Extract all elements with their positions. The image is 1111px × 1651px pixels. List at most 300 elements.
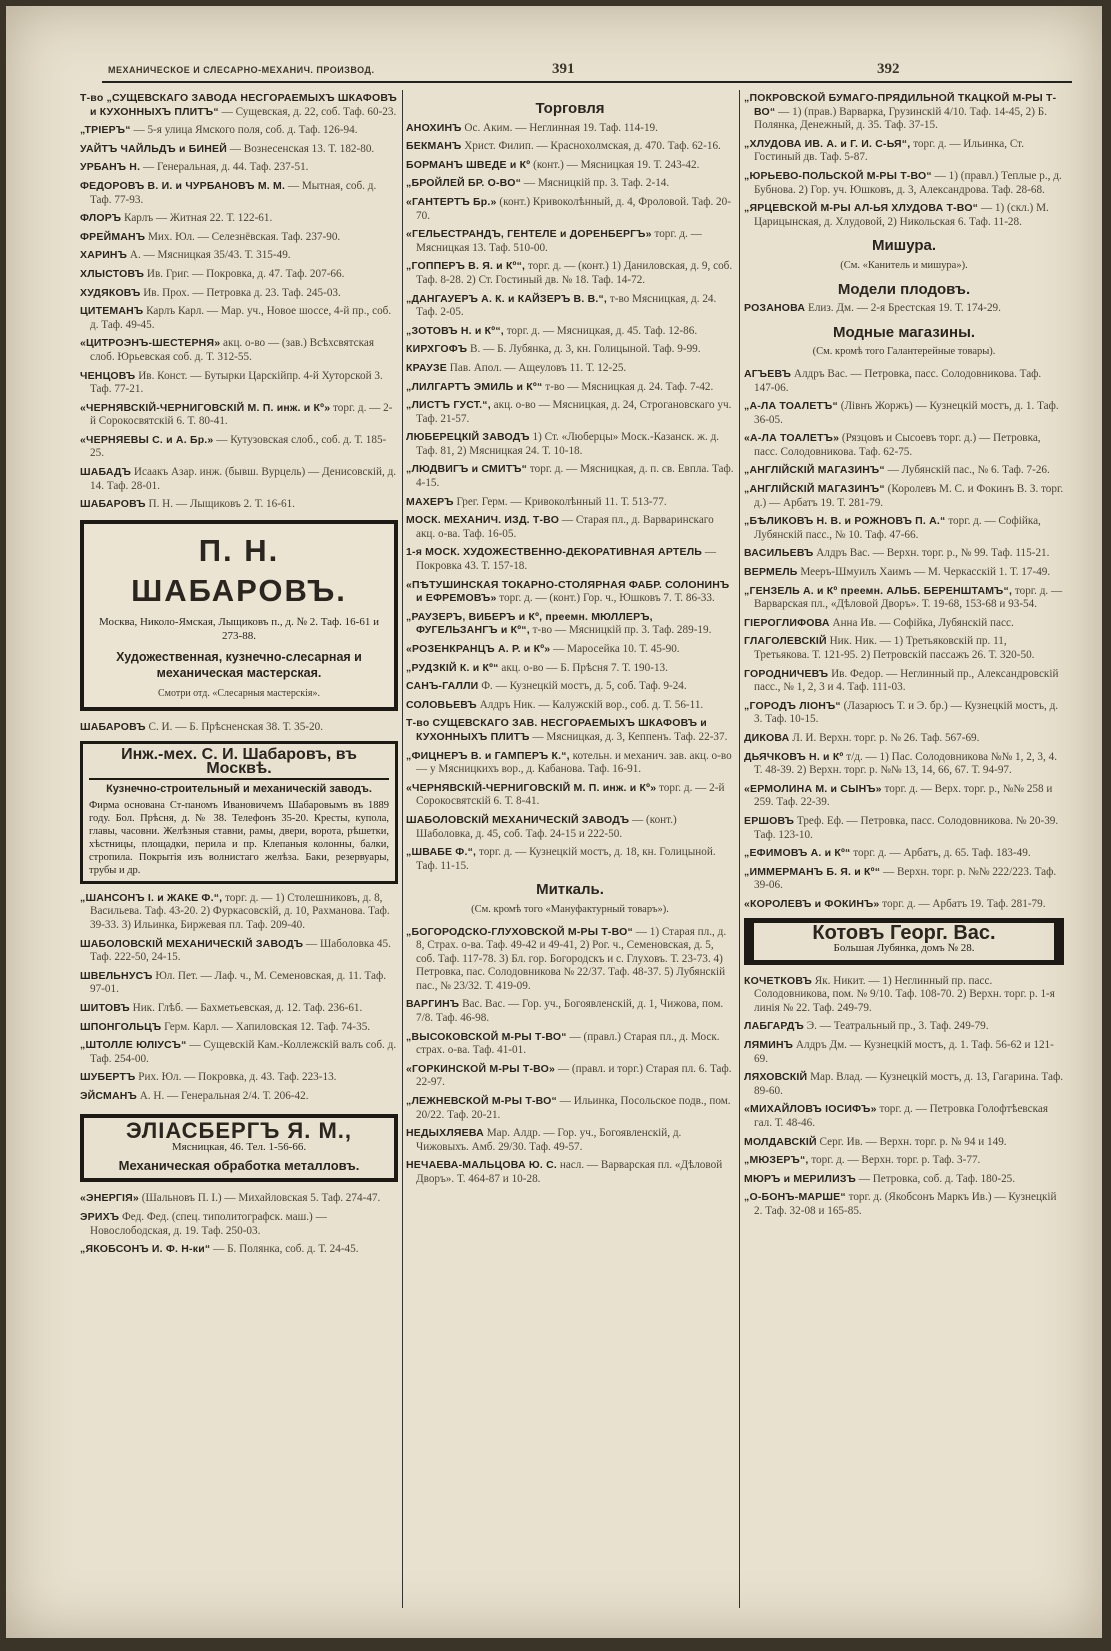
entry-details: — 5-я улица Ямского поля, соб. д. Таф. 126-94. <box>133 124 358 137</box>
entry-details: торг. д. — Мясницкая 13. Таф. 510-00. <box>416 228 702 254</box>
entry-name: „ДАНГАУЕРЪ А. К. и КАЙЗЕРЪ В. В.“, <box>406 292 608 305</box>
directory-entry <box>80 249 398 263</box>
section-note: (См. кромѣ того Галантерейные товары). <box>812 346 996 358</box>
entry-name: КРАУЗЕ <box>406 361 447 374</box>
directory-entry <box>406 1063 734 1090</box>
directory-entry <box>80 212 398 226</box>
directory-entry <box>80 268 398 282</box>
entry-list <box>406 122 734 874</box>
directory-entry <box>744 1154 1064 1168</box>
entry-details: — Сущевскій Кам.-Коллежскій валъ соб. д. Таф. 254-00. <box>90 1039 397 1065</box>
directory-entry <box>406 1095 734 1122</box>
entry-name: ЕРШОВЪ <box>744 814 795 827</box>
entry-name: АГЪЕВЪ <box>744 367 792 380</box>
directory-entry <box>744 483 1064 510</box>
entry-name: ВАСИЛЬЕВЪ <box>744 547 814 560</box>
entry-name: ДИКОВА <box>744 731 790 744</box>
entry-details: торг. д. — Верхн. торг. р. Таф. 3-77. <box>811 1154 981 1167</box>
entry-details: Вас. Вас. — Гор. уч., Богоявленскій, д. 1, Чижова, пом. 7/8. Таф. 46-98. <box>416 998 724 1025</box>
entry-details: Л. И. Верхн. торг. р. № 26. Таф. 567-69. <box>792 731 980 744</box>
entry-list <box>744 368 1064 912</box>
entry-details: Карлъ — Житная 22. Т. 122-61. <box>124 212 273 225</box>
entry-details: — Шаболовка 45. Таф. 222-50, 24-15. <box>90 937 391 964</box>
entry-details: Герм. Карл. — Хапиловская 12. Таф. 74-35. <box>164 1020 371 1033</box>
entry-details: Алдръ Ник. — Калужскій вор., соб. д. Т. 56-11. <box>479 698 704 711</box>
entry-name: ШВЕЛЬНУСЪ <box>80 969 153 982</box>
entry-list <box>80 892 398 1104</box>
directory-entry <box>744 866 1064 893</box>
entry-details: Карлъ Карл. — Мар. уч., Новое шоссе, 4-й пр., соб. д. Таф. 49-45. <box>90 305 392 331</box>
entry-details: — Мясницкій пр. 3. Таф. 2-14. <box>523 177 670 190</box>
entry-details: Ник. Ник. — 1) Третьяковскій пр. 11, Третьякова. Т. 121-95. 2) Петровскій пассажъ 26. Т. 320-50. <box>754 635 1035 661</box>
entry-name: САНЪ-ГАЛЛИ <box>406 680 479 693</box>
directory-entry <box>406 643 734 657</box>
directory-page <box>6 6 1102 1638</box>
entry-details: торг. д. — Верх. торг. р., №№ 258 и 259. Таф. 22-39. <box>754 782 1053 809</box>
entry-name: «ЧЕРНЯВСКІЙ-ЧЕРНИГОВСКІЙ М. П. инж. и Кº» <box>80 401 331 414</box>
ad-title: Инж.-мех. С. И. Шабаровъ, въ Москвѣ. <box>89 748 389 780</box>
entry-name: „ФИЦНЕРЪ В. и ГАМПЕРЪ К.“, <box>406 749 570 762</box>
directory-entry <box>406 1159 734 1186</box>
entry-name: ШУБЕРТЪ <box>80 1071 136 1084</box>
entry-details: — Мытная, соб. д. Таф. 77-93. <box>90 179 377 206</box>
directory-entry <box>406 496 734 510</box>
entry-details: С. И. — Б. Прѣсненская 38. Т. 35-20. <box>148 721 323 734</box>
entry-name: „БѢЛИКОВЪ Н. В. и РОЖНОВЪ П. А.“ <box>744 515 946 528</box>
entry-details: Э. — Театральный пр., 3. Таф. 249-79. <box>806 1020 989 1033</box>
entry-details: т/д. — 1) Пас. Солодовникова №№ 1, 2, 3, 4. Т. 48-39. 2) Верхн. торг. р. №№ 13, 14, 66, 67. Т. 94-97. <box>754 750 1058 777</box>
entry-details: Юл. Пет. — Лаф. ч., М. Семеновская, д. 11. Таф. 97-01. <box>90 969 387 996</box>
entry-name: „ГЕНЗЕЛЬ А. и Кº преемн. АЛЬБ. БЕРЕНШТАМЪ“, <box>744 584 1013 597</box>
directory-entry <box>406 514 734 541</box>
entry-name: НЕДЫХЛЯЕВА <box>406 1127 484 1140</box>
entry-details: Алдръ Вас. — Петровка, пасс. Солодовникова. Таф. 147-06. <box>754 367 1042 394</box>
column-divider <box>739 90 740 1608</box>
entry-details: — Старая пл., д. Варваринскаго акц. о-ва. Таф. 16-05. <box>416 514 714 540</box>
entry-details: П. Н. — Лыщиковъ 2. Т. 16-61. <box>148 498 295 511</box>
entry-details: торг. д. — 2-й Сорокосвятскій 6. Т. 80-41. <box>90 401 393 428</box>
entry-name: ГІЕРОГЛИФОВА <box>744 616 830 629</box>
directory-entry <box>80 466 398 493</box>
entry-details: — Лубянскій пас., № 6. Таф. 7-26. <box>887 464 1050 477</box>
directory-entry <box>406 140 734 154</box>
directory-entry <box>744 975 1064 1016</box>
entry-details: (Лазарюсъ Т. и Э. бр.) — Кузнецкій мостъ, д. 3. Таф. 10-15. <box>754 699 1059 726</box>
entry-name: АНОХИНЪ <box>406 121 462 134</box>
directory-entry <box>744 566 1064 580</box>
directory-entry <box>80 434 398 461</box>
entry-details: Христ. Филип. — Краснохолмская, д. 470. Таф. 62-16. <box>464 140 721 153</box>
entry-details: Ив. Григ. — Покровка, д. 47. Таф. 207-66. <box>146 267 345 280</box>
entry-name: ШАБАРОВЪ <box>80 721 146 734</box>
directory-entry <box>744 732 1064 746</box>
directory-entry <box>406 1031 734 1058</box>
page-number-right: 392 <box>877 61 900 77</box>
ad-address: Мясницкая, 46. Тел. 1-56-66. <box>171 1141 307 1154</box>
directory-entry <box>406 680 734 694</box>
entry-details: Як. Никит. — 1) Неглинный пр. пасс. Солодовникова, пом. № 9/10. Таф. 108-70. 2) Верхн. торг. р. 1-я линія № 22. Таф. 249-79. <box>754 974 1055 1014</box>
directory-entry <box>744 585 1064 612</box>
directory-entry <box>406 381 734 395</box>
entry-details: А. Н. — Генеральная 2/4. Т. 206-42. <box>139 1089 309 1102</box>
directory-entry <box>80 161 398 175</box>
ad-address: Москва, Николо-Ямская, Лыщиковъ п., д. № 2. Таф. 16-61 и 273-88. <box>99 615 379 642</box>
entry-details: (Шальновъ П. І.) — Михайловская 5. Таф. 274-47. <box>141 1192 381 1205</box>
directory-entry <box>406 699 734 713</box>
entry-name: „АНГЛІЙСКІЙ МАГАЗИНЪ“ <box>744 483 885 496</box>
entry-name: КОЧЕТКОВЪ <box>744 974 812 987</box>
entry-name: «ГЕЛЬЕСТРАНДЪ, ГЕНТЕЛЕ и ДОРЕНБЕРГЪ» <box>406 228 652 241</box>
directory-entry <box>744 617 1064 631</box>
section-note: (См. «Канитель и мишура»). <box>840 259 968 271</box>
entry-name: ФЛОРЪ <box>80 212 122 225</box>
directory-entry <box>406 293 734 320</box>
entry-name: КИРХГОФЪ <box>406 343 468 356</box>
entry-name: МЮРЪ и МЕРИЛИЗЪ <box>744 1172 856 1185</box>
directory-entry <box>406 177 734 191</box>
entry-details: (конт.) — Мясницкая 19. Т. 243-42. <box>533 158 700 171</box>
entry-list <box>80 1192 398 1256</box>
entry-list <box>744 92 1064 229</box>
entry-name: ЧЕНЦОВЪ <box>80 369 136 382</box>
entry-details: Пав. Апол. — Ащеуловъ 11. Т. 12-25. <box>449 361 627 374</box>
advertisement-eliasberg <box>80 1114 398 1183</box>
entry-name: «ГОРКИНСКОЙ М-РЫ Т-ВО» <box>406 1062 556 1075</box>
column-divider <box>402 90 403 1608</box>
directory-entry <box>80 1090 398 1104</box>
directory-entry <box>80 892 398 933</box>
entry-name: „ШАНСОНЪ І. и ЖАКЕ Ф.“, <box>80 891 223 904</box>
entry-name: «КОРОЛЕВЪ и ФОКИНЪ» <box>744 897 880 910</box>
entry-name: ШПОНГОЛЬЦЪ <box>80 1020 162 1033</box>
entry-name: РОЗАНОВА <box>744 302 806 315</box>
directory-entry <box>744 432 1064 459</box>
directory-entry <box>744 751 1064 778</box>
directory-entry <box>744 515 1064 542</box>
entry-details: 1) Ст. «Люберцы» Моск.-Казанск. ж. д. Таф. 81, 2) Мясницкая 24. Т. 10-18. <box>416 431 720 457</box>
directory-entry <box>744 138 1064 165</box>
directory-entry <box>406 463 734 490</box>
entry-details: — Генеральная, д. 44. Таф. 237-51. <box>143 161 309 174</box>
entry-details: торг. д. — Ильинка, Ст. Гостиный дв. Таф. 5-87. <box>754 137 1025 164</box>
directory-entry <box>744 1173 1064 1187</box>
directory-entry <box>406 159 734 173</box>
directory-entry <box>80 370 398 397</box>
directory-entry <box>744 170 1064 197</box>
entry-details: Мар. Алдр. — Гор. уч., Богоявленскій, д. Чижовыхъ. Амб. 29/30. Таф. 49-57. <box>416 1127 682 1153</box>
entry-details: торг. д. — Мясницкая, д. п. св. Евпла. Таф. 4-15. <box>416 463 734 490</box>
directory-entry <box>80 1243 398 1257</box>
entry-details: Рих. Юл. — Покровка, д. 43. Таф. 223-13. <box>138 1071 337 1084</box>
directory-entry <box>406 260 734 287</box>
page-number-left: 391 <box>552 61 575 77</box>
entry-details: т-во Мясницкая, д. 24. Таф. 2-05. <box>416 292 717 319</box>
directory-entry <box>80 970 398 997</box>
directory-entry <box>80 180 398 207</box>
entry-name: УРБАНЪ Н. <box>80 161 141 174</box>
directory-entry <box>80 1002 398 1016</box>
entry-name: „БРОЙЛЕЙ БР. О-ВО“ <box>406 177 522 190</box>
directory-entry <box>80 1071 398 1085</box>
entry-name: „ХЛУДОВА ИВ. А. и Г. И. С-ЬЯ“, <box>744 137 911 150</box>
entry-details: — Ильинка, Посольское подв., пом. 20/22. Таф. 20-21. <box>416 1095 731 1121</box>
entry-details: торг. д. — Арбатъ 19. Таф. 281-79. <box>882 897 1046 910</box>
entry-name: ЛАБГАРДЪ <box>744 1020 804 1033</box>
entry-name: „ГОРОДЪ ЛІОНЪ“ <box>744 699 841 712</box>
entry-details: — 1) (скл.) М. Царицынская, д. Хлудовой, 2) Никольская 6. Таф. 11-28. <box>754 202 1049 228</box>
entry-details: Ив. Конст. — Бутырки Царскійпр. 4-й Хуторской 3. Таф. 77-21. <box>90 369 383 396</box>
entry-details: Анна Ив. — Софійка, Лубянскій пасс. <box>832 616 1014 629</box>
entry-details: Фед. Фед. (спец. типолитографск. маш.) — Новослободская, д. 19. Таф. 250-03. <box>90 1210 327 1237</box>
directory-entry <box>80 1039 398 1066</box>
entry-name: ЦИТЕМАНЪ <box>80 305 144 318</box>
entry-name: ШАБАРОВЪ <box>80 498 146 511</box>
entry-details: торг. д. — Варварская пл., «Дѣловой Дворъ». Т. 19-68, 153-68 и 93-54. <box>754 584 1063 611</box>
entry-name: НЕЧАЕВА-МАЛЬЦОВА Ю. С. <box>406 1159 558 1172</box>
ad-description: Художественная, кузнечно-слесарная и механическая мастерская. <box>116 649 362 680</box>
entry-name: „ЮРЬЕВО-ПОЛЬСКОЙ М-РЫ Т-ВО“ <box>744 169 932 182</box>
entry-name: ГЛАГОЛЕВСКІЙ <box>744 635 827 648</box>
ad-title: Котовъ Георг. Вас. <box>812 921 996 944</box>
entry-details: торг. д. — Мясницкая, д. 45. Таф. 12-86. <box>506 324 698 337</box>
entry-name: „ЯКОБСОНЪ И. Ф. Н-ки“ <box>80 1243 211 1256</box>
entry-details: Ник. Глѣб. — Бахметьевская, д. 12. Таф. 236-61. <box>132 1001 363 1014</box>
directory-entry <box>80 337 398 364</box>
entry-name: „РУДЗКІЙ К. и Кº“ <box>406 661 499 674</box>
entry-details: — 1) (правл.) Теплые р., д. Бубнова. 2) Гор. уч. Юшковъ, д. 3, Александрова. Таф. 28-68. <box>754 169 1062 196</box>
section-heading-tinsel: Мишура. <box>871 237 937 255</box>
entry-details: (Рязцовъ и Сысоевъ торг. д.) — Петровка, пасс. Солодовникова. Таф. 62-75. <box>754 432 1041 458</box>
entry-name: „ЗОТОВЪ Н. и Кº“, <box>406 324 504 337</box>
entry-name: ЭЙСМАНЪ <box>80 1089 137 1102</box>
directory-entry <box>80 1021 398 1035</box>
entry-name: ВЕРМЕЛЬ <box>744 566 798 579</box>
entry-details: торг. д. — Петровка Голофтѣевская гал. Т. 48-46. <box>754 1103 1048 1130</box>
directory-entry <box>744 700 1064 727</box>
entry-details: В. — Б. Лубянка, д. 3, кн. Голицыной. Таф. 9-99. <box>470 343 701 356</box>
section-note: (См. кромѣ того «Мануфактурный товаръ»). <box>471 903 669 915</box>
directory-entry <box>744 368 1064 395</box>
directory-entry <box>744 847 1064 861</box>
directory-entry <box>80 1211 398 1238</box>
directory-entry <box>406 611 734 638</box>
entry-details: т-во — Мясницкая д. 24. Таф. 7-42. <box>545 380 714 393</box>
entry-name: „АНГЛІЙСКІЙ МАГАЗИНЪ“ <box>744 464 885 477</box>
directory-entry <box>744 1103 1064 1130</box>
entry-name: „ЛЮДВИГЪ и СМИТЪ“ <box>406 463 528 476</box>
entry-details: акц. о-во — Б. Прѣсня 7. Т. 190-13. <box>501 661 668 674</box>
directory-entry <box>406 343 734 357</box>
entry-details: (Лівнъ Жоржъ) — Кузнецкій мостъ, д. 1. Таф. 36-05. <box>754 400 1059 426</box>
entry-details: — Покровка 43. Т. 157-18. <box>416 546 717 573</box>
header-section-title: МЕХАНИЧЕСКОЕ И СЛЕСАРНО-МЕХАНИЧ. ПРОИЗВОД. <box>108 65 375 75</box>
entry-name: ЛЯХОВСКІЙ <box>744 1071 808 1084</box>
entry-name: „ИММЕРМАНЪ Б. Я. и Кº“ <box>744 865 881 878</box>
entry-details: торг. д. — (конт.) 1) Даниловская, д. 9, соб. Таф. 8-28. 2) Ст. Гостиный дв. № 18. Таф. 14-72. <box>416 260 733 286</box>
entry-name: „ШТОЛЛЕ ЮЛІУСЪ“ <box>80 1039 187 1052</box>
directory-entry <box>406 717 734 744</box>
entry-details: Мих. Юл. — Селезнёвская. Таф. 237-90. <box>147 230 341 243</box>
directory-entry <box>744 815 1064 842</box>
entry-name: ЛЯМИНЪ <box>744 1039 794 1052</box>
directory-entry <box>406 750 734 777</box>
entry-details: Алдръ Вас. — Верхн. торг. р., № 99. Таф. 115-21. <box>816 547 1050 560</box>
entry-name: ДЬЯЧКОВЪ Н. и Кº <box>744 750 844 763</box>
entry-name: «МИХАЙЛОВЪ ІОСИФЪ» <box>744 1103 877 1116</box>
entry-name: „ЯРЦЕВСКОЙ М-РЫ АЛ-ЬЯ ХЛУДОВА Т-ВО“ <box>744 202 979 215</box>
directory-entry <box>406 431 734 458</box>
entry-details: — Маросейка 10. Т. 45-90. <box>553 643 680 655</box>
directory-entry <box>80 721 398 735</box>
entry-details: — (правл. и торг.) Старая пл. 6. Таф. 22-97. <box>416 1062 732 1089</box>
directory-entry <box>406 579 734 606</box>
entry-name: ХУДЯКОВЪ <box>80 286 141 299</box>
directory-entry <box>744 464 1064 478</box>
entry-name: МОЛДАВСКІЙ <box>744 1135 817 1148</box>
entry-name: ВАРГИНЪ <box>406 998 460 1011</box>
entry-name: „А-ЛА ТОАЛЕТЪ“ <box>744 400 838 413</box>
entry-details: — Верхн. торг. р. №№ 222/223. Таф. 39-06. <box>754 865 1057 892</box>
entry-name: «ЕРМОЛИНА М. и СЫНЪ» <box>744 782 882 795</box>
entry-name: БЕКМАНЪ <box>406 140 462 153</box>
entry-details: Ив. Прох. — Петровка д. 23. Таф. 245-03. <box>143 286 341 299</box>
entry-details: Мар. Влад. — Кузнецкій мостъ, д. 13, Гагарина. Таф. 89-60. <box>754 1071 1063 1097</box>
section-heading-trade: Торговля <box>535 100 605 117</box>
directory-entry <box>80 1192 398 1206</box>
directory-entry <box>80 498 398 512</box>
entry-name: „ШВАБЕ Ф.“, <box>406 846 477 859</box>
entry-details: Ос. Аким. — Неглинная 19. Таф. 114-19. <box>464 121 658 134</box>
entry-details: (конт.) Кривоколѣнный, д. 4, Фроловой. Таф. 20-70. <box>416 195 731 222</box>
entry-list <box>80 92 398 512</box>
entry-name: МАХЕРЪ <box>406 495 454 508</box>
section-heading-fruit-models: Модели плодовъ. <box>837 280 971 298</box>
directory-entry <box>744 547 1064 561</box>
entry-details: акц. о-во — Мясницкая, д. 24, Строгановскаго уч. Таф. 21-57. <box>416 399 732 425</box>
entry-details: т-во — Мясницкій пр. 3. Таф. 289-19. <box>532 624 712 637</box>
entry-details: — Вознесенская 13. Т. 182-80. <box>229 142 375 155</box>
directory-entry <box>406 325 734 339</box>
entry-name: «ЧЕРНЯЕВЫ С. и А. Бр.» <box>80 433 214 446</box>
entry-details: торг. д. — Арбатъ, д. 65. Таф. 183-49. <box>853 847 1031 860</box>
directory-entry <box>406 399 734 426</box>
entry-name: „О-БОНЪ-МАРШЕ“ <box>744 1191 846 1204</box>
entry-name: „ЛИЛГАРТЪ ЭМИЛЬ и Кº“ <box>406 380 543 393</box>
entry-details: котельн. и механич. зав. акц. о-во — у Мясницкихъ вор., д. Кабанова. Таф. 16-91. <box>416 749 732 776</box>
entry-details: — (правл.) Старая пл., д. Моск. страх. о-ва. Таф. 41-01. <box>416 1030 720 1057</box>
entry-details: торг. д. — (конт.) Гор. ч., Юшковъ 7. Т. 86-33. <box>499 592 715 605</box>
directory-entry <box>80 287 398 301</box>
entry-details: торг. д. — 2-й Сорокосвятскій 6. Т. 8-41. <box>416 781 725 808</box>
directory-entry <box>744 1020 1064 1034</box>
directory-entry <box>80 143 398 157</box>
entry-details: — Кутузовская слоб., соб. д. Т. 185-25. <box>90 433 387 460</box>
entry-name: «ПѢТУШИНСКАЯ ТОКАРНО-СТОЛЯРНАЯ ФАБР. СОЛОНИНЪ и ЕФРЕМОВЪ» <box>406 578 730 605</box>
entry-name: „ПОКРОВСКОЙ БУМАГО-ПРЯДИЛЬНОЙ ТКАЦКОЙ М-РЫ Т-ВО“ <box>744 92 1057 118</box>
directory-entry <box>80 92 398 119</box>
entry-name: «ЧЕРНЯВСКІЙ-ЧЕРНИГОВСКІЙ М. П. инж. и Кº» <box>406 781 657 794</box>
ad-title: П. Н. ШАБАРОВЪ. <box>131 532 347 608</box>
ad-title: ЭЛІАСБЕРГЪ Я. М., <box>125 1117 353 1143</box>
entry-details: торг. д. — Кузнецкій мостъ, д. 18, кн. Голицыной. Таф. 11-15. <box>416 846 716 872</box>
entry-details: торг. д. (Якобсонъ Маркъ Ив.) — Кузнецкій 2. Таф. 32-08 и 165-85. <box>754 1191 1057 1217</box>
entry-name: УАЙТЪ ЧАЙЛЬДЪ и БИНЕЙ <box>80 142 227 155</box>
entry-details: Мееръ-Шмуилъ Хаимъ — М. Черкасскій 1. Т. 17-49. <box>800 566 1051 579</box>
column-1 <box>80 92 398 1618</box>
directory-entry <box>744 92 1064 133</box>
entry-details: насл. — Варварская пл. «Дѣловой Дворъ». Т. 464-87 и 10-28. <box>416 1159 723 1185</box>
entry-details: Серг. Ив. — Верхн. торг. р. № 94 и 149. <box>819 1135 1007 1148</box>
entry-details: — 1) (прав.) Варварка, Грузинскій 4/10. Таф. 14-45, 2) Б. Полянка, Денежный, д. 35. Таф. 37-15. <box>754 105 1048 132</box>
directory-entry <box>744 635 1064 662</box>
entry-details: торг. д. — Софійка, Лубянскій пасс., № 10. Таф. 47-66. <box>754 515 1041 541</box>
entry-name: 1-я МОСК. ХУДОЖЕСТВЕННО-ДЕКОРАТИВНАЯ АРТЕЛЬ <box>406 546 703 559</box>
section-heading-fashion-shops: Модные магазины. <box>832 323 976 341</box>
section-heading-calico: Миткаль. <box>536 881 604 899</box>
directory-entry <box>744 1136 1064 1150</box>
column-2 <box>406 92 734 1618</box>
entry-list <box>744 302 1064 316</box>
entry-name: „БОГОРОДСКО-ГЛУХОВСКОЙ М-РЫ Т-ВО“ <box>406 925 633 938</box>
directory-entry <box>744 302 1064 316</box>
entry-details: — (конт.) Шаболовка, д. 45, соб. Таф. 24-15 и 222-50. <box>416 813 677 840</box>
entry-details: Елиз. Дм. — 2-я Брестская 19. Т. 174-29. <box>807 302 1001 315</box>
directory-entry <box>744 1071 1064 1098</box>
entry-details: Грег. Герм. — Кривоколѣнный 11. Т. 513-77. <box>456 495 667 508</box>
entry-name: ШАБАДЪ <box>80 466 132 479</box>
entry-name: Т-во „СУЩЕВСКАГО ЗАВОДА НЕСГОРАЕМЫХЪ ШКАФОВЪ и КУХОННЫХЪ ПЛИТЪ“ <box>80 92 397 118</box>
entry-name: БОРМАНЪ ШВЕДЕ и Кº <box>406 158 531 171</box>
advertisement-shabarov-si <box>80 741 398 884</box>
entry-name: ХЛЫСТОВЪ <box>80 267 145 280</box>
directory-entry <box>744 783 1064 810</box>
directory-entry <box>744 202 1064 229</box>
entry-details: (Королевъ М. С. и Фокинъ В. З. торг. д.) — Арбатъ 19. Т. 281-79. <box>754 483 1064 509</box>
directory-entry <box>80 231 398 245</box>
directory-entry <box>406 782 734 809</box>
directory-entry <box>80 305 398 332</box>
directory-entry <box>744 400 1064 427</box>
directory-entry <box>406 228 734 255</box>
entry-list <box>406 926 734 1187</box>
directory-entry <box>406 362 734 376</box>
entry-details: Исаакъ Азар. инж. (бывш. Вурцель) — Денисовскій, д. 14. Таф. 28-01. <box>90 466 397 492</box>
entry-name: ХАРИНЪ <box>80 249 128 262</box>
directory-entry <box>406 926 734 994</box>
entry-name: ШАБОЛОВСКІЙ МЕХАНИЧЕСКІЙ ЗАВОДЪ <box>406 813 630 826</box>
directory-entry <box>406 662 734 676</box>
entry-list <box>744 975 1064 1219</box>
entry-name: ШАБОЛОВСКІЙ МЕХАНИЧЕСКІЙ ЗАВОДЪ <box>80 937 304 950</box>
entry-name: „ЛИСТЪ ГУСТ.“, <box>406 399 491 412</box>
directory-entry <box>406 814 734 841</box>
advertisement-shabarov-pn <box>80 520 398 712</box>
directory-entry <box>744 1039 1064 1066</box>
ad-address: Большая Лубянка, домъ № 28. <box>833 942 975 955</box>
entry-name: „ЛЕЖНЕВСКОЙ М-РЫ Т-ВО“ <box>406 1095 557 1108</box>
entry-name: «ЦИТРОЭНЪ-ШЕСТЕРНЯ» <box>80 337 221 350</box>
entry-name: ЭРИХЪ <box>80 1210 120 1223</box>
entry-details: — 1) Старая пл., д. 8, Страх. о-ва. Таф. 49-42 и 49-41, 2) Рог. ч., Семеновская, д. 5, соб. Таф. 117-78. 3) Бл. гор. Богородскъ и с. Глуховъ. Т. 23-73. 4) Петровка, пас. Солодовникова № 22/37. Таф. 48-37. 5) Лубянскій пас., № 23/32. Т. 419-09. <box>416 925 727 992</box>
entry-details: акц. о-во — (зав.) Всѣхсвятская слоб. Юрьевская соб. д. Т. 312-55. <box>90 337 375 363</box>
entry-name: „ВЫСОКОВСКОЙ М-РЫ Т-ВО“ <box>406 1030 567 1043</box>
entry-details: — Мясницкая, д. 3, Кеппенъ. Таф. 22-37. <box>532 730 728 743</box>
entry-details: Ив. Федор. — Неглинный пр., Александровскій пасс., № 1, 2, 3 и 4. Таф. 111-03. <box>754 667 1059 694</box>
entry-name: ЛЮБЕРЕЦКІЙ ЗАВОДЪ <box>406 431 530 444</box>
entry-name: МОСК. МЕХАНИЧ. ИЗД. Т-ВО <box>406 514 560 527</box>
directory-entry <box>744 898 1064 912</box>
ad-subtitle: Кузнечно-строительный и механическій заводъ. <box>106 783 372 796</box>
